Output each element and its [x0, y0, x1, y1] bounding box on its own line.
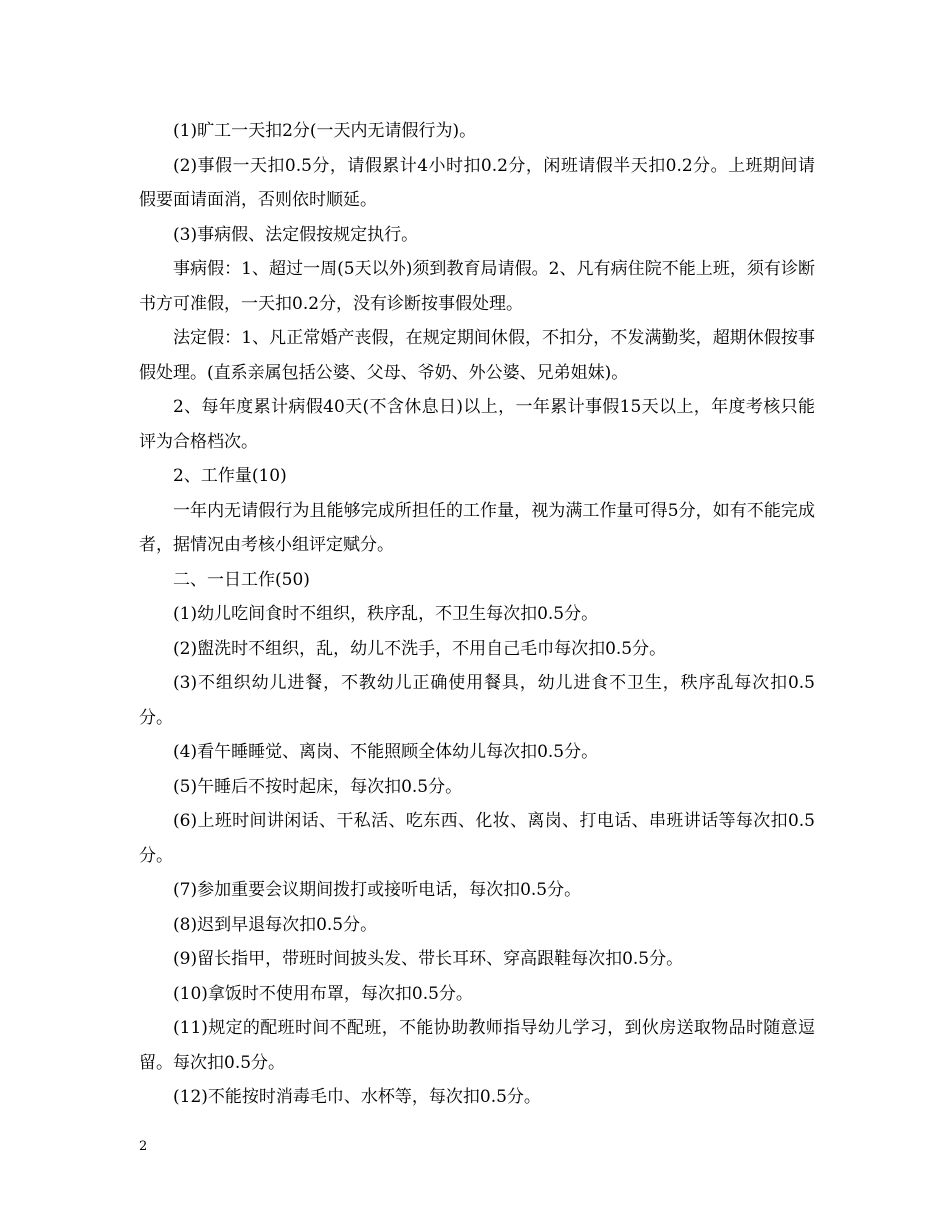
paragraph: (8)迟到早退每次扣0.5分。 [173, 914, 378, 935]
paragraph: (11)规定的配班时间不配班，不能协助教师指导幼儿学习，到伙房送取物品时随意逗留。每次扣0.5分。 [139, 1018, 815, 1073]
page-number: 2 [139, 1139, 148, 1154]
paragraph: 2、每年度累计病假40天(不含休息日)以上，一年累计事假15天以上，年度考核只能评为合格档次。 [139, 397, 815, 452]
paragraph: (3)事病假、法定假按规定执行。 [173, 224, 419, 245]
paragraph: (9)留长指甲，带班时间披头发、带长耳环、穿高跟鞋每次扣0.5分。 [173, 949, 684, 969]
paragraph: 事病假：1、超过一周(5天以外)须到教育局请假。2、凡有病住院不能上班，须有诊断书方可准假，一天扣0.2分，没有诊断按事假处理。 [139, 259, 815, 314]
paragraph: (4)看午睡睡觉、离岗、不能照顾全体幼儿每次扣0.5分。 [173, 742, 599, 762]
paragraph: (12)不能按时消毒毛巾、水杯等，每次扣0.5分。 [173, 1087, 541, 1107]
paragraph: 法定假：1、凡正常婚产丧假，在规定期间休假，不扣分，不发满勤奖，超期休假按事假处理。(直系亲属包括公婆、父母、爷奶、外公婆、兄弟姐妹)。 [139, 328, 815, 383]
paragraph: (2)事假一天扣0.5分，请假累计4小时扣0.2分，闲班请假半天扣0.2分。上班期间请假要面请面消，否则依时顺延。 [139, 155, 815, 210]
section-heading: 2、工作量(10) [173, 466, 287, 486]
paragraph: (10)拿饭时不使用布罩，每次扣0.5分。 [173, 983, 473, 1004]
paragraph: 一年内无请假行为且能够完成所担任的工作量，视为满工作量可得5分，如有不能完成者，据情况由考核小组评定赋分。 [139, 500, 815, 555]
paragraph: (7)参加重要会议期间拨打或接听电话，每次扣0.5分。 [173, 880, 582, 900]
paragraph: (6)上班时间讲闲话、干私活、吃东西、化妆、离岗、打电话、串班讲话等每次扣0.5分。 [139, 811, 815, 866]
paragraph: (2)盥洗时不组织，乱，幼儿不洗手，不用自己毛巾每次扣0.5分。 [173, 638, 667, 659]
paragraph: (3)不组织幼儿进餐，不教幼儿正确使用餐具，幼儿进食不卫生，秩序乱每次扣0.5分。 [139, 673, 815, 728]
paragraph: (1)旷工一天扣2分(一天内无请假行为)。 [173, 121, 477, 141]
paragraph: (5)午睡后不按时起床，每次扣0.5分。 [173, 776, 463, 797]
section-heading: 二、一日工作(50) [173, 569, 310, 590]
document-body [139, 114, 815, 1115]
paragraph: (1)幼儿吃间食时不组织，秩序乱，不卫生每次扣0.5分。 [173, 604, 599, 624]
